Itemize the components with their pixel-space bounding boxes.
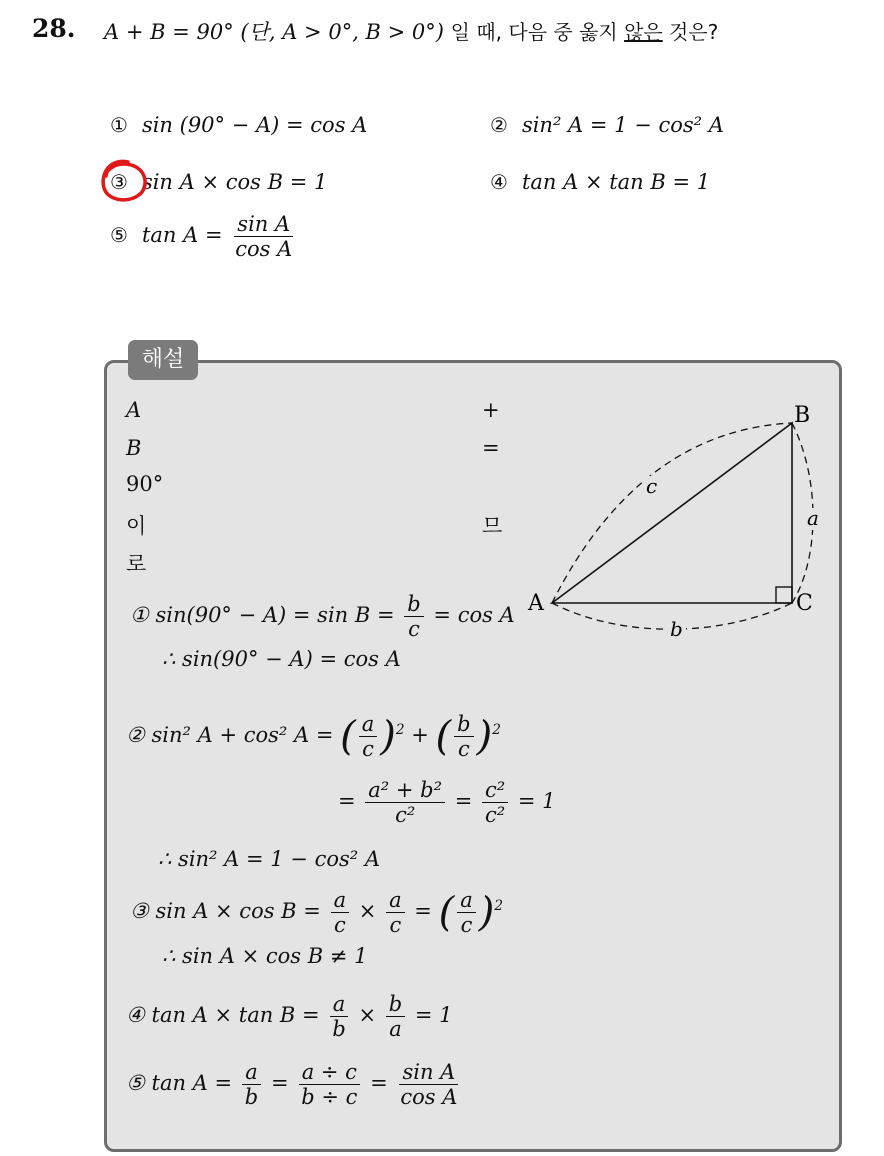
answer-circle-mark xyxy=(98,156,150,206)
choice-5[interactable] xyxy=(110,212,298,261)
question-underlined: 않은 xyxy=(624,20,663,44)
question-korean-2: 것은? xyxy=(662,20,719,44)
step1-line1: ① sin(90° − A) = sin B = $\frac{b}{c}$ = cos A xyxy=(130,592,515,642)
step2-line1: ② sin² A + cos² A = ( $\frac{a}{c}$ )$^2$ + ( $\frac{b}{c}$ )$^2$ xyxy=(126,712,501,762)
step3-conclusion: ∴ sin A × cos B ≠ 1 xyxy=(162,944,368,968)
intro-left-1: A xyxy=(126,398,142,422)
step1-fraction: $\frac{b}{c}$ xyxy=(404,592,423,641)
step3-line1: ③ sin A × cos B = $\frac{a}{c}$ × $\frac{a}{c}$ = ( $\frac{a}{c}$ )$^2$ xyxy=(130,888,504,938)
vertex-a-label: A xyxy=(528,591,544,616)
choice-expr: sin² A = 1 − cos² A xyxy=(521,113,724,137)
step2-conclusion: ∴ sin² A = 1 − cos² A xyxy=(158,847,381,871)
step1-conclusion: ∴ sin(90° − A) = cos A xyxy=(162,647,401,671)
choice-number: ⑤ xyxy=(110,223,128,248)
choice-expr: sin (90° − A) = cos A xyxy=(141,113,368,137)
step4-line: ④ tan A × tan B = $\frac{a}{b}$ × $\frac{b}{a}$ = 1 xyxy=(126,992,453,1042)
question-korean-1: 일 때, 다음 중 옳지 xyxy=(450,20,625,44)
choice-5-fraction: $\frac{\text{sin A}}{\text{cos A}}$ xyxy=(235,212,293,262)
side-a-label: a xyxy=(807,506,819,530)
intro-left-5: 로 xyxy=(126,552,147,576)
choice-number: ① xyxy=(110,113,128,137)
intro-right-4: 므 xyxy=(482,514,503,538)
triangle-diagram xyxy=(520,398,830,648)
intro-left-2: B xyxy=(126,436,142,460)
choice-expr: tan A × tan B = 1 xyxy=(521,170,711,194)
question-number: 28. xyxy=(32,14,76,43)
choice-expr: tan A = xyxy=(141,223,230,248)
choice-expr: sin A × cos B = 1 xyxy=(141,170,328,194)
choice-number: ③ xyxy=(110,170,128,194)
step2-line2: = $\frac{\text{a² + b²}}{\text{c²}}$ = $\frac{\text{c²}}{\text{c²}}$ = 1 xyxy=(338,778,556,828)
choice-2[interactable] xyxy=(490,113,724,137)
vertex-c-label: C xyxy=(796,591,813,616)
intro-left-3: 90° xyxy=(126,472,164,496)
question-text xyxy=(104,16,718,46)
intro-left-4: 이 xyxy=(126,514,147,538)
choice-4[interactable] xyxy=(490,170,710,194)
choice-number: ② xyxy=(490,113,508,137)
solution-tab: 해설 xyxy=(128,340,198,380)
choice-number: ④ xyxy=(490,170,508,194)
intro-right-2: = xyxy=(482,436,500,460)
side-c-label: c xyxy=(646,474,658,498)
side-b-label: b xyxy=(670,617,683,641)
vertex-b-label: B xyxy=(794,403,811,428)
choice-1[interactable] xyxy=(110,113,367,137)
question-condition: A + B = 90° (단, A > 0°, B > 0°) xyxy=(104,20,444,44)
step5-line: ⑤ tan A = $\frac{a}{b}$ = $\frac{a \div c}{b \div c}$ = $\frac{\text{sin A}}{\text{cos A}}$ xyxy=(126,1060,458,1110)
intro-right-1: + xyxy=(482,398,500,422)
